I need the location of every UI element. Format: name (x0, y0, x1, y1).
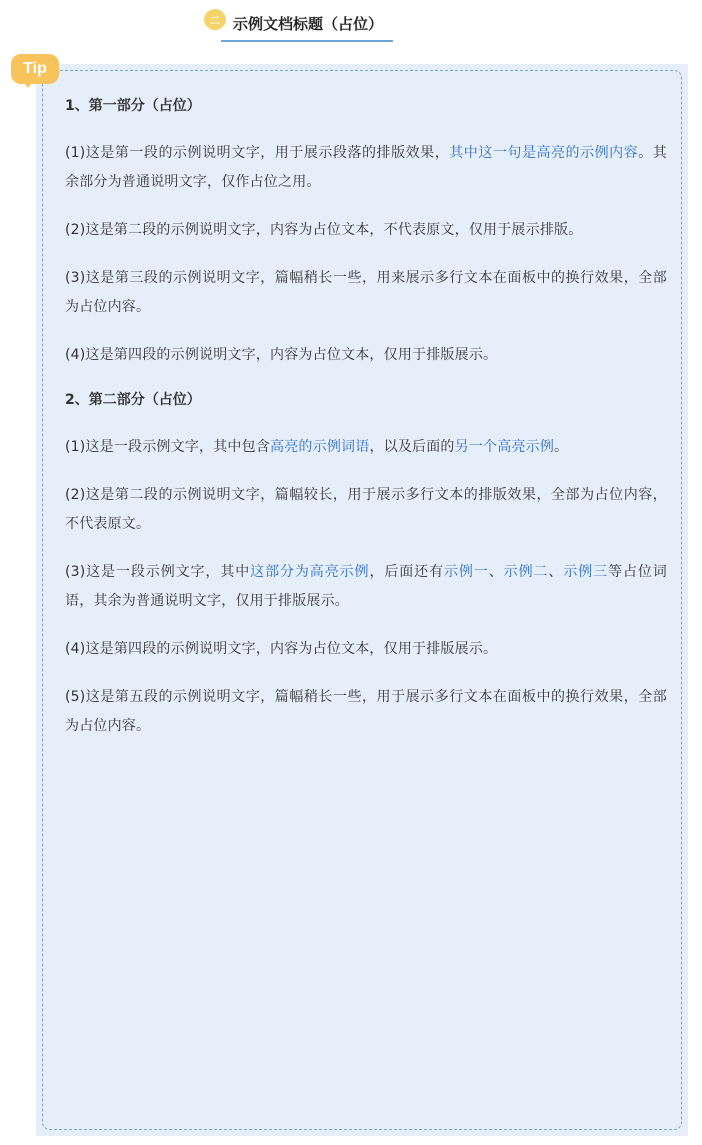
tip-bubble-tail-icon (22, 80, 34, 88)
paragraph-text: (4)这是第四段的示例说明文字，内容为占位文本，仅用于排版展示。 (65, 347, 498, 363)
requirement-paragraph (65, 635, 667, 664)
paragraph-text: (3)这是一段示例文字，其中 (65, 564, 251, 580)
paragraph-text: ，以及后面的 (369, 439, 455, 455)
requirement-paragraph (65, 558, 667, 616)
paragraph-text: (1)这是第一段的示例说明文字，用于展示段落的排版效果， (65, 145, 450, 161)
highlighted-phrase: 其中这一句是高亮的示例内容 (449, 145, 639, 161)
tip-label: Tip (11, 54, 59, 84)
requirement-paragraph (65, 683, 667, 741)
highlighted-phrase: 这部分为高亮示例 (250, 564, 370, 580)
tip-panel-border (42, 70, 682, 1130)
highlighted-phrase: 另一个高亮示例 (454, 439, 555, 455)
paragraph-text: 、 (548, 564, 564, 580)
article-title-bar (210, 10, 393, 42)
section-heading: 1、第一部分（占位） (65, 98, 201, 114)
requirement-paragraph (65, 341, 667, 370)
requirement-paragraph (65, 481, 667, 539)
requirement-paragraph (65, 264, 667, 322)
section-number-badge: 二 (204, 9, 226, 30)
requirement-paragraph (65, 433, 667, 462)
paragraph-text: (2)这是第二段的示例说明文字，内容为占位文本，不代表原文，仅用于展示排版。 (65, 222, 583, 238)
paragraph-text: (2)这是第二段的示例说明文字，篇幅较长，用于展示多行文本的排版效果，全部为占位内容，不代表原文。 (65, 487, 667, 532)
requirement-paragraph (65, 139, 667, 197)
highlighted-phrase: 示例三 (563, 564, 609, 580)
paragraph-text: (1)这是一段示例文字，其中包含 (65, 439, 271, 455)
paragraph-text: 。其余部分为普通说明文字，仅作占位之用。 (65, 145, 668, 190)
paragraph-text: 。 (554, 439, 569, 455)
paragraph-text: (3)这是第三段的示例说明文字，篇幅稍长一些，用来展示多行文本在面板中的换行效果，全部为占位内容。 (65, 270, 667, 315)
section-heading: 2、第二部分（占位） (65, 392, 201, 408)
paragraph-text: (4)这是第四段的示例说明文字，内容为占位文本，仅用于排版展示。 (65, 641, 498, 657)
paragraph-text: 、 (488, 564, 504, 580)
paragraph-text: 等占位词语，其余为普通说明文字，仅用于排版展示。 (65, 564, 667, 609)
highlighted-phrase: 高亮的示例词语 (270, 439, 370, 455)
highlighted-phrase: 示例二 (503, 564, 549, 580)
highlighted-phrase: 示例一 (444, 564, 489, 580)
article-title: 示例文档标题（占位） (221, 13, 393, 42)
paragraph-text: ，后面还有 (369, 564, 445, 580)
paragraph-text: (5)这是第五段的示例说明文字，篇幅稍长一些，用于展示多行文本在面板中的换行效果，全部为占位内容。 (65, 689, 667, 734)
tip-panel (36, 64, 688, 1136)
requirement-paragraph (65, 216, 667, 245)
